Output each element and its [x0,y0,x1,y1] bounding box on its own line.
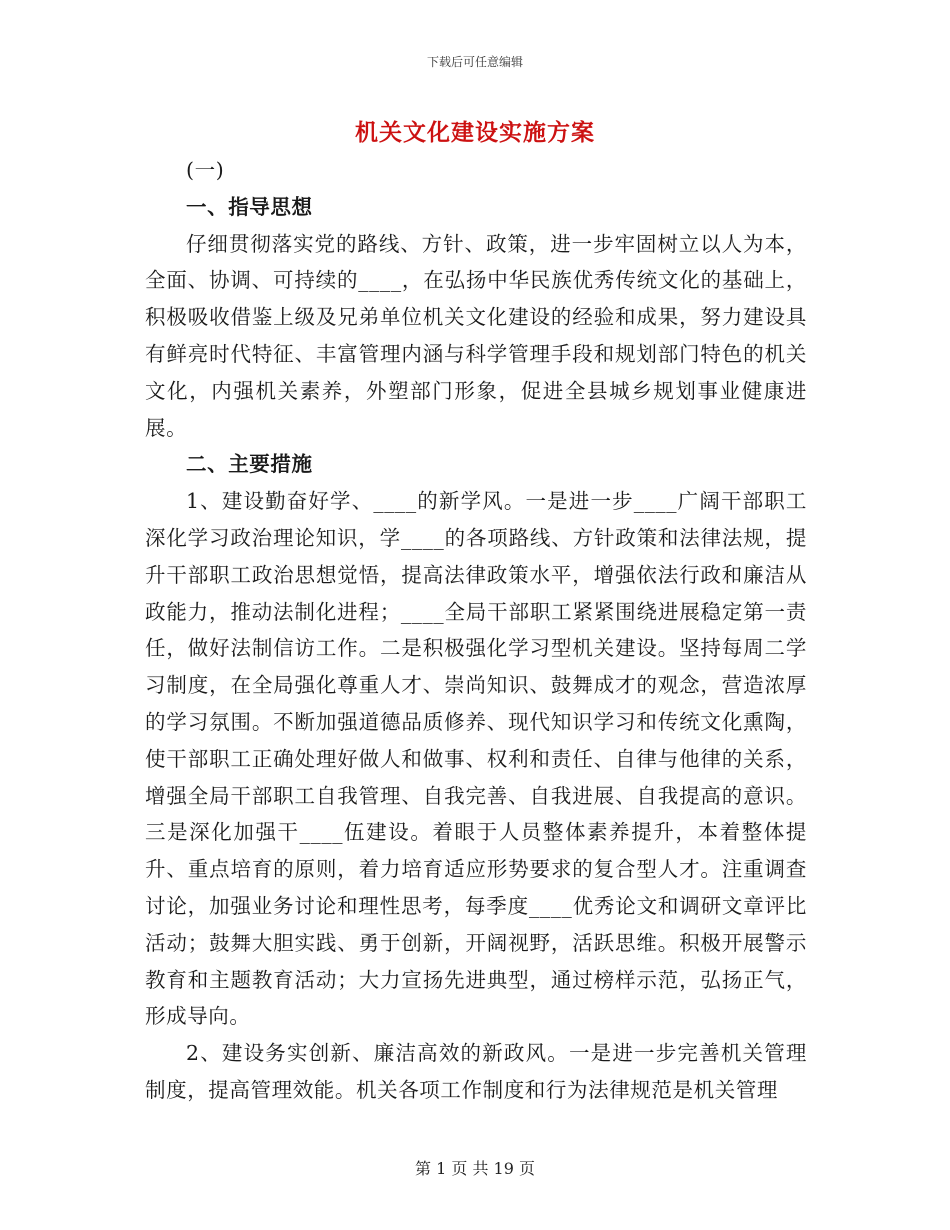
part-label: (一) [186,158,225,182]
document-body [145,152,807,1109]
paragraph: 1、建设勤奋好学、____的新学风。一是进一步____广阔干部职工深化学习政治理论知识，学____的各项路线、方针政策和法律法规，提升干部职工政治思想觉悟，提高法律政策水平，增强依法行政和廉洁从政能力，推动法制化进程；____全局干部职工紧紧围绕进展稳定第一责任，做好法制信访工作。二是积极强化学习型机关建设。坚持每周二学习制度，在全局强化尊重人才、崇尚知识、鼓舞成才的观念，营造浓厚的学习氛围。不断加强道德品质修养、现代知识学习和传统文化熏陶，使干部职工正确处理好做人和做事、权利和责任、自律与他律的关系，增强全局干部职工自我管理、自我完善、自我进展、自我提高的意识。三是深化加强干____伍建设。着眼于人员整体素养提升，本着整体提升、重点培育的原则，着力培育适应形势要求的复合型人才。注重调查讨论，加强业务讨论和理性思考，每季度____优秀论文和调研文章评比活动；鼓舞大胆实践、勇于创新，开阔视野，活跃思维。积极开展警示教育和主题教育活动；大力宣扬先进典型，通过榜样示范，弘扬正气，形成导向。 [145,489,807,1029]
section-heading-guiding-thought: 一、指导思想 [186,194,313,219]
paragraph: 仔细贯彻落实党的路线、方针、政策，进一步牢固树立以人为本，全面、协调、可持续的____，在弘扬中华民族优秀传统文化的基础上，积极吸收借鉴上级及兄弟单位机关文化建设的经验和成果，努力建设具有鲜亮时代特征、丰富管理内涵与科学管理手段和规划部门特色的机关文化，内强机关素养，外塑部门形象，促进全县城乡规划事业健康进展。 [145,231,807,440]
section-heading-main-measures: 二、主要措施 [186,452,313,477]
paragraph: 2、建设务实创新、廉洁高效的新政风。一是进一步完善机关管理制度，提高管理效能。机关各项工作制度和行为法律规范是机关管理 [145,1041,807,1102]
document-title: 机关文化建设实施方案 [355,119,595,146]
header-note: 下载后可任意编辑 [426,55,523,69]
page-number: 第 1 页 共 19 页 [415,1159,535,1178]
